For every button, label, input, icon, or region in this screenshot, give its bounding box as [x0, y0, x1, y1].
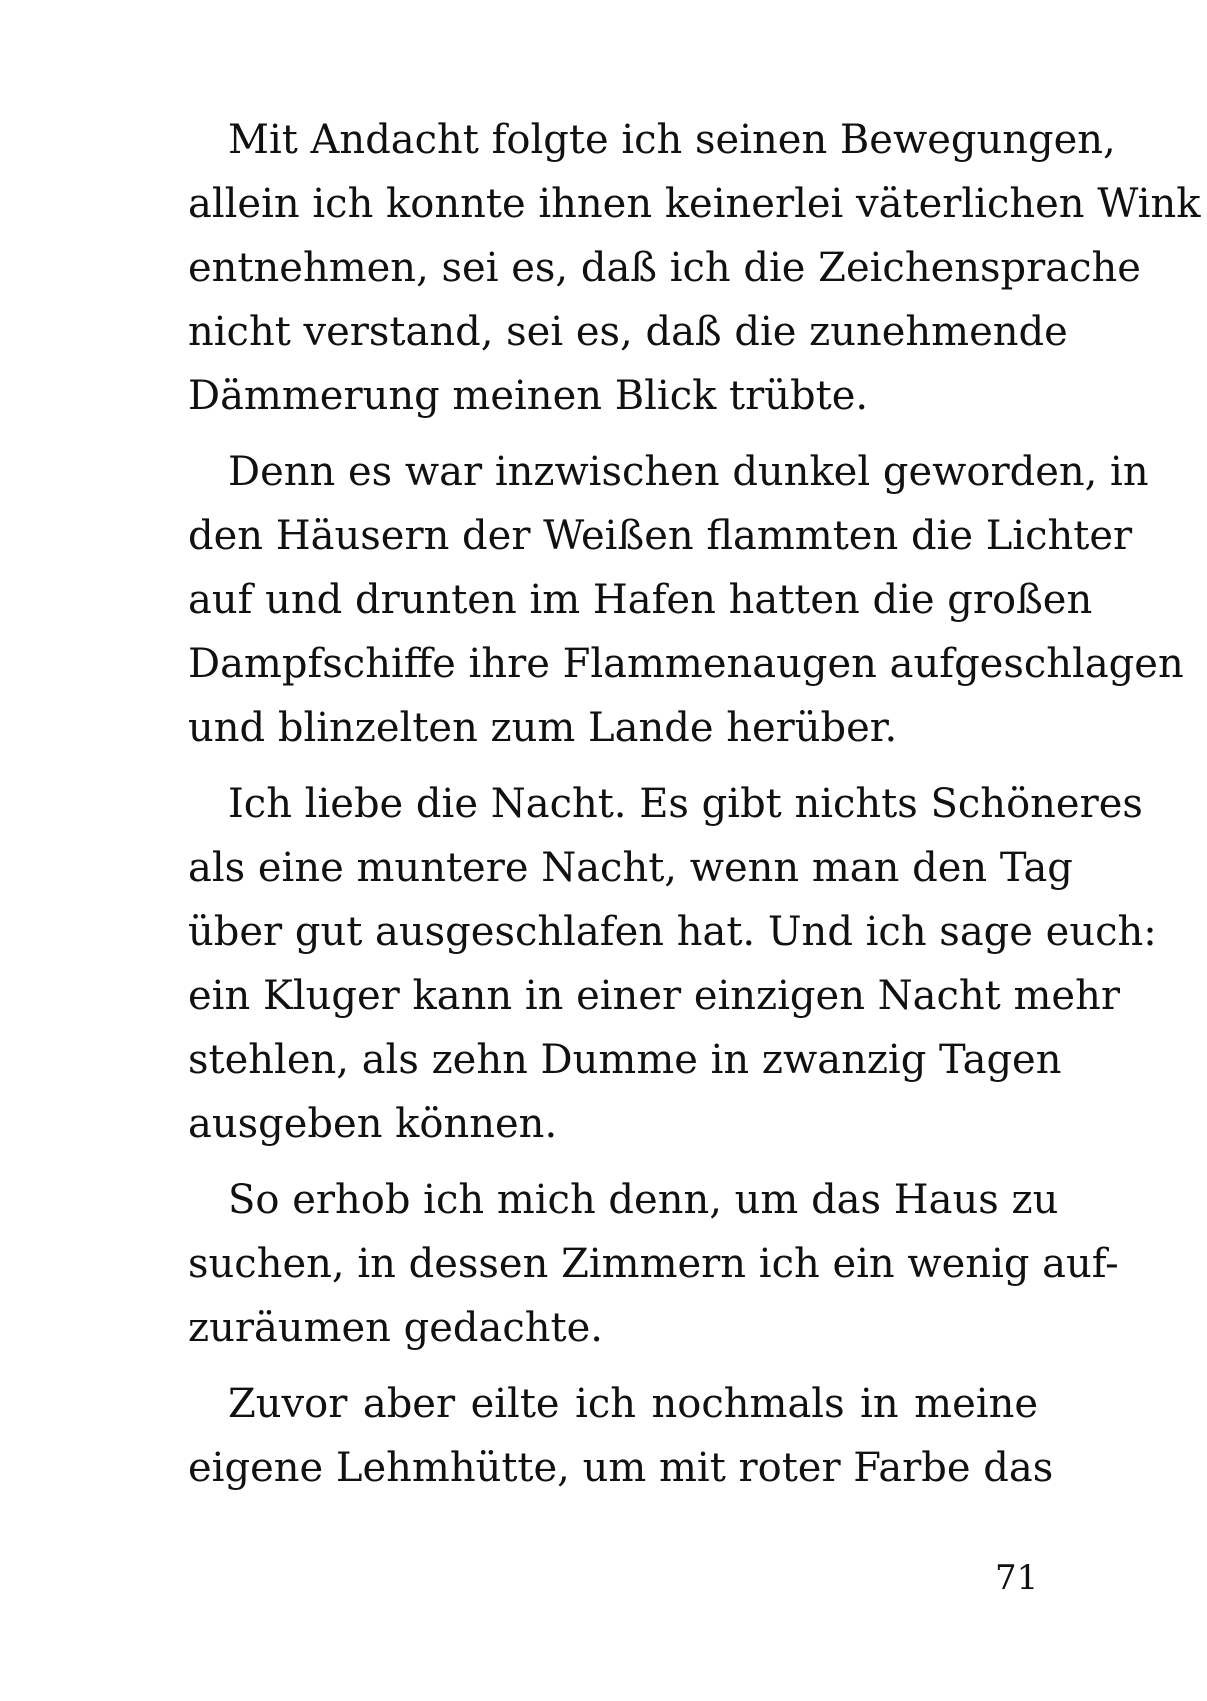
text-line: So erhob ich mich denn, um das Haus zu	[228, 1177, 1059, 1223]
text-line: den Häusern der Weißen flammten die Lichter	[188, 513, 1133, 559]
paragraph-2	[188, 440, 1184, 760]
text-line: zuräumen gedachte.	[188, 1305, 603, 1351]
text-line: eigene Lehmhütte, um mit roter Farbe das	[188, 1445, 1054, 1491]
text-line: und blinzelten zum Lande herüber.	[188, 705, 898, 751]
paragraph-3	[188, 772, 1157, 1156]
text-line: Denn es war inzwischen dunkel geworden, in	[228, 449, 1149, 495]
text-line: Dampfschiffe ihre Flammenaugen aufgeschlagen	[188, 641, 1184, 687]
text-line: nicht verstand, sei es, daß die zunehmende	[188, 309, 1068, 355]
text-line: Mit Andacht folgte ich seinen Bewegungen,	[228, 117, 1116, 163]
text-line: allein ich konnte ihnen keinerlei väterlichen Wink	[188, 181, 1201, 227]
text-line: ein Kluger kann in einer einzigen Nacht mehr	[188, 973, 1120, 1019]
paragraph-5	[188, 1372, 1054, 1500]
text-line: stehlen, als zehn Dumme in zwanzig Tagen	[188, 1037, 1062, 1083]
text-line: auf und drunten im Hafen hatten die großen	[188, 577, 1093, 623]
text-line: suchen, in dessen Zimmern ich ein wenig auf-	[188, 1241, 1119, 1287]
text-line: über gut ausgeschlafen hat. Und ich sage euch:	[188, 909, 1157, 955]
text-line: Dämmerung meinen Blick trübte.	[188, 373, 869, 419]
paragraph-4	[188, 1168, 1119, 1360]
body-text	[188, 108, 1201, 1512]
text-line: Ich liebe die Nacht. Es gibt nichts Schöneres	[228, 781, 1143, 827]
paragraph-1	[188, 108, 1201, 428]
text-line: als eine muntere Nacht, wenn man den Tag	[188, 845, 1073, 891]
text-line: ausgeben können.	[188, 1101, 558, 1147]
page-number: 71	[995, 1558, 1039, 1598]
text-line: entnehmen, sei es, daß ich die Zeichensprache	[188, 245, 1141, 291]
text-line: Zuvor aber eilte ich nochmals in meine	[228, 1381, 1038, 1427]
